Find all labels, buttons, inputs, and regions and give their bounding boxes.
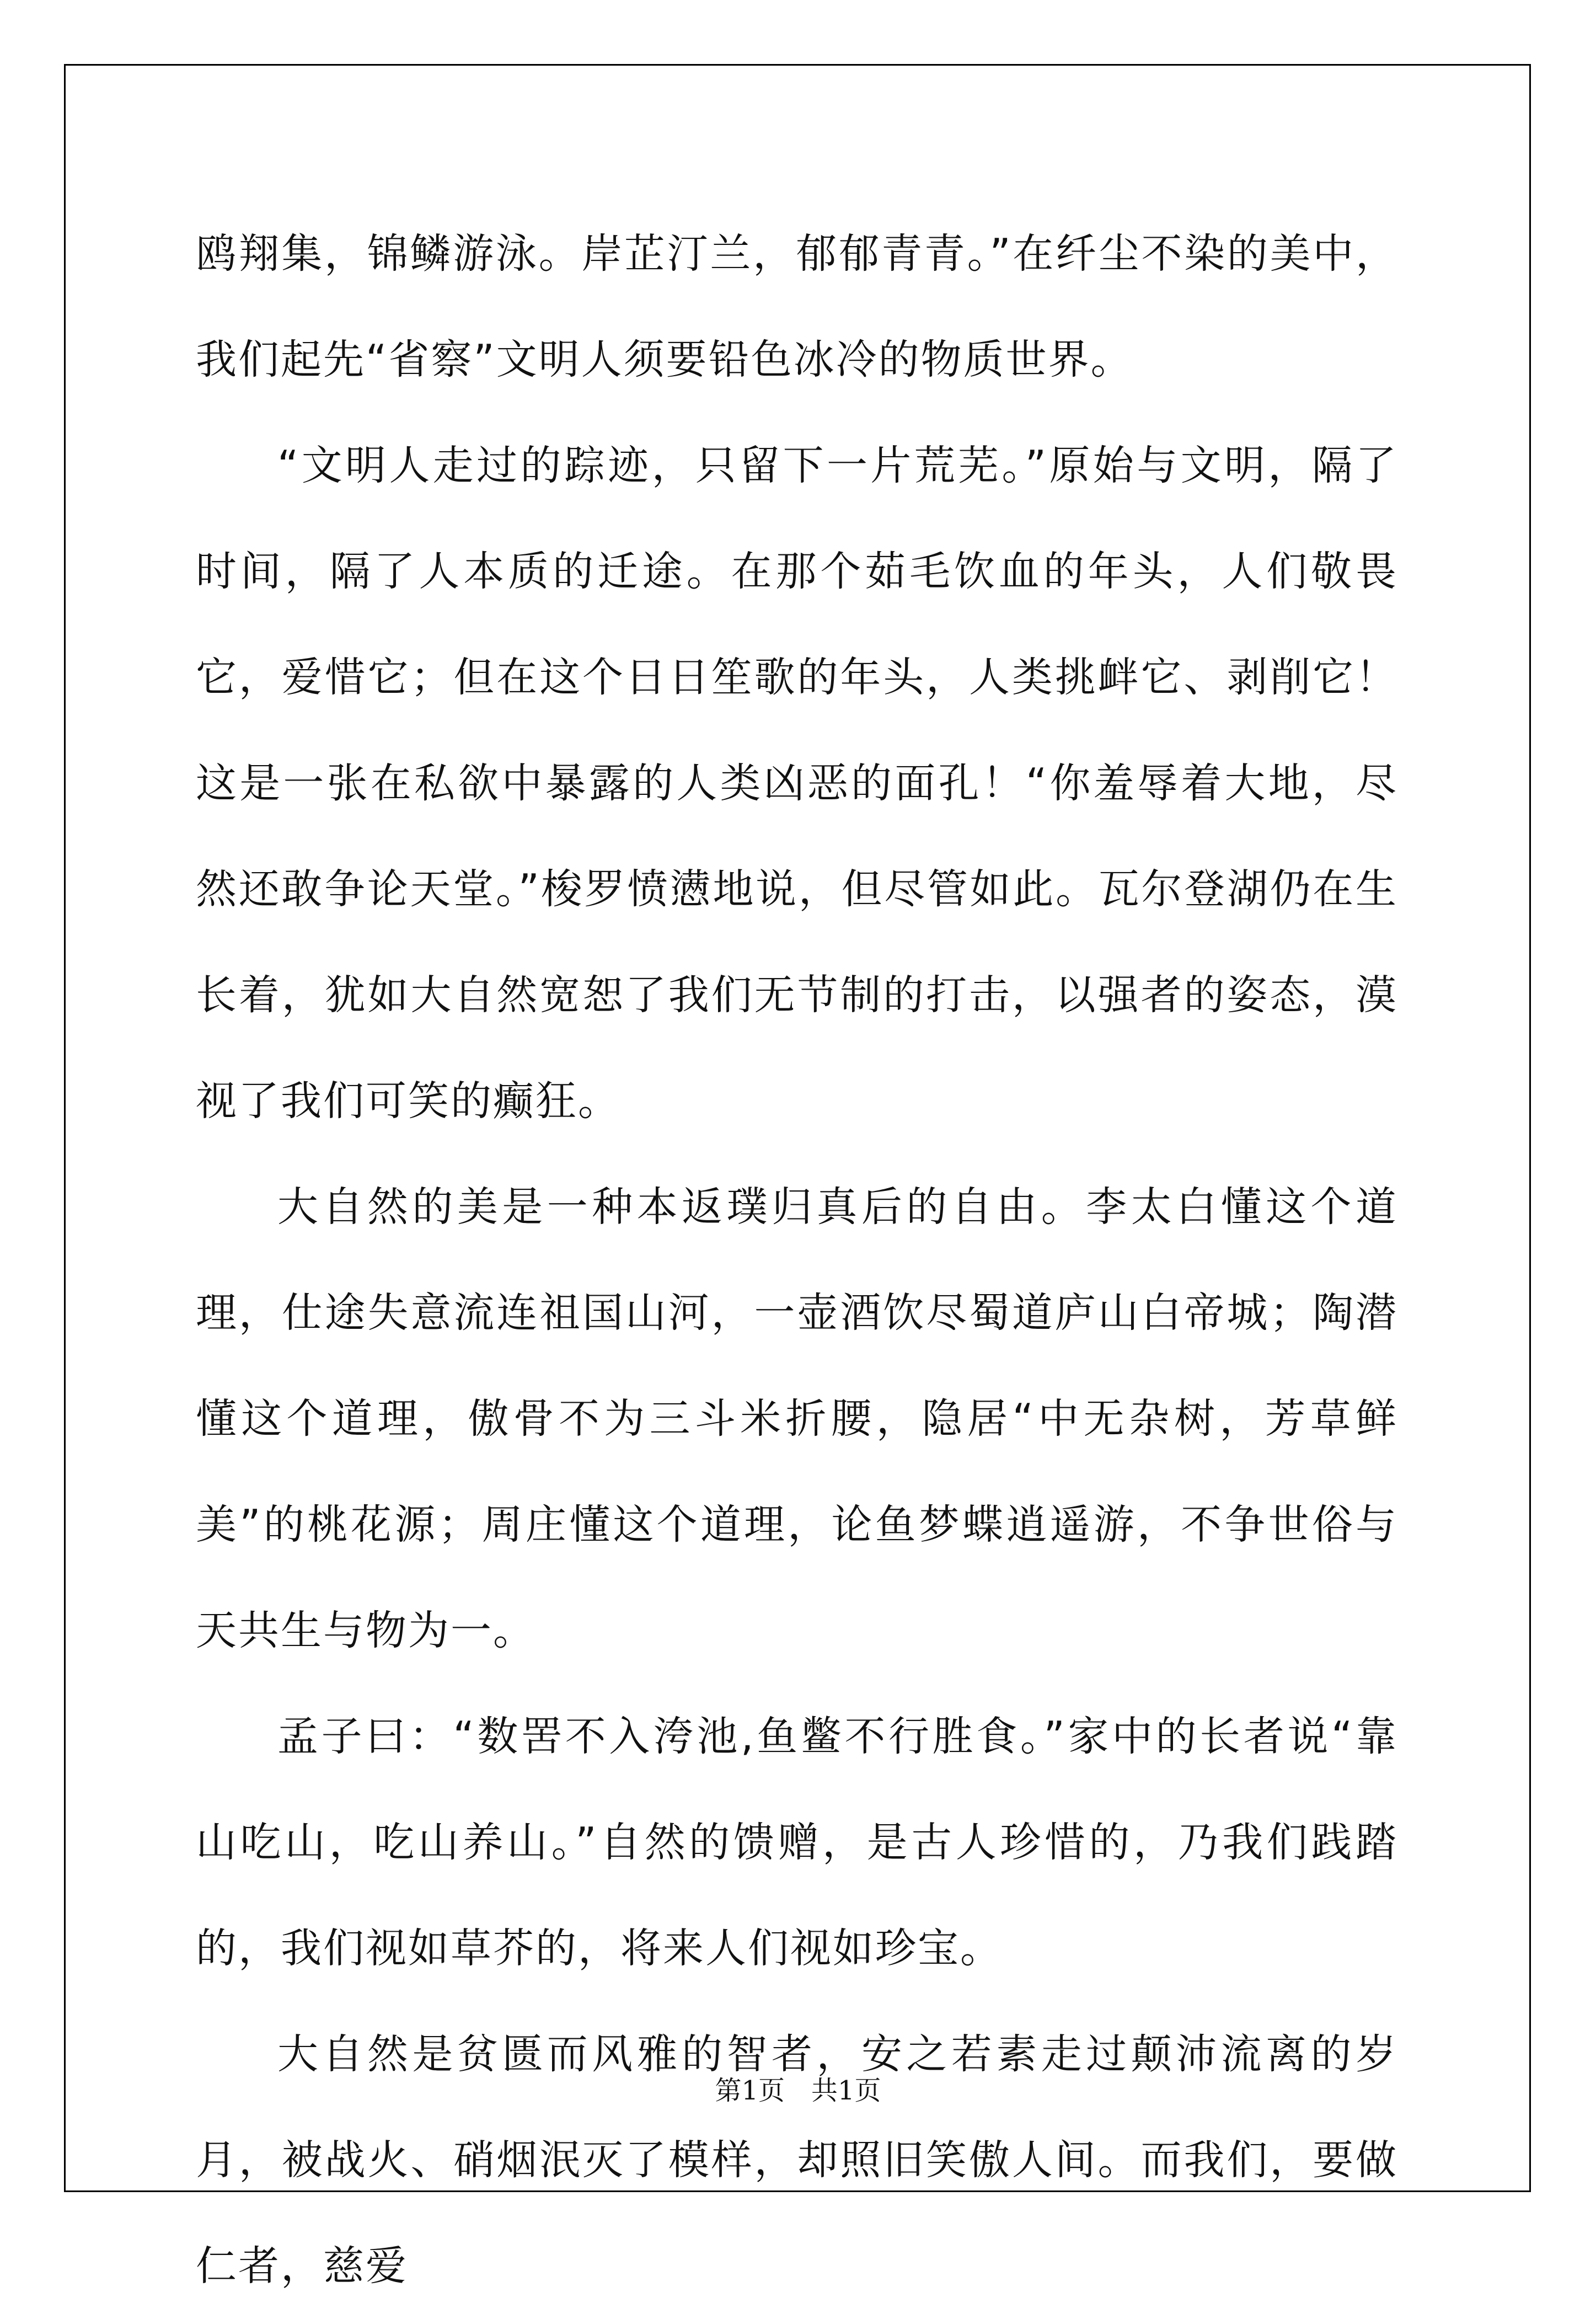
page-footer — [0, 2074, 1596, 2107]
paragraph-1: 鸥翔集，锦鳞游泳。岸芷汀兰，郁郁青青。”在纤尘不染的美中，我们起先“省察”文明人须要铅色冰冷的物质世界。 — [196, 230, 1398, 383]
page-number-total: 共1页 — [811, 2075, 881, 2106]
paragraph-4: 孟子曰：“数罟不入洿池,鱼鳖不行胜食。”家中的长者说“靠山吃山，吃山养山。”自然的馈赠，是古人珍惜的，乃我们践踏的，我们视如草芥的，将来人们视如珍宝。 — [196, 1713, 1398, 1972]
paragraph-5: 大自然是贫匮而风雅的智者，安之若素走过颠沛流离的岁月，被战火、硝烟泯灭了模样，却照旧笑傲人间。而我们，要做仁者，慈爱 — [196, 2031, 1398, 2290]
paragraph-2: “文明人走过的踪迹，只留下一片荒芜。”原始与文明，隔了时间，隔了人本质的迁途。在那个茹毛饮血的年头，人们敬畏它，爱惜它；但在这个日日笙歌的年头，人类挑衅它、剥削它！这是一张在私欲中暴露的人类凶恶的面孔！“你羞辱着大地，尽然还敢争论天堂。”梭罗愤懑地说，但尽管如此。瓦尔登湖仍在生长着，犹如大自然宽恕了我们无节制的打击，以强者的姿态，漠视了我们可笑的癫狂。 — [196, 442, 1398, 1125]
paragraph-3: 大自然的美是一种本返璞归真后的自由。李太白懂这个道理，仕途失意流连祖国山河，一壶酒饮尽蜀道庐山白帝城；陶潜懂这个道理，傲骨不为三斗米折腰，隐居“中无杂树，芳草鲜美”的桃花源；周庄懂这个道理，论鱼梦蝶逍遥游，不争世俗与天共生与物为一。 — [196, 1183, 1398, 1654]
document-body — [196, 201, 1398, 2319]
page-number-current: 第1页 — [715, 2075, 785, 2106]
